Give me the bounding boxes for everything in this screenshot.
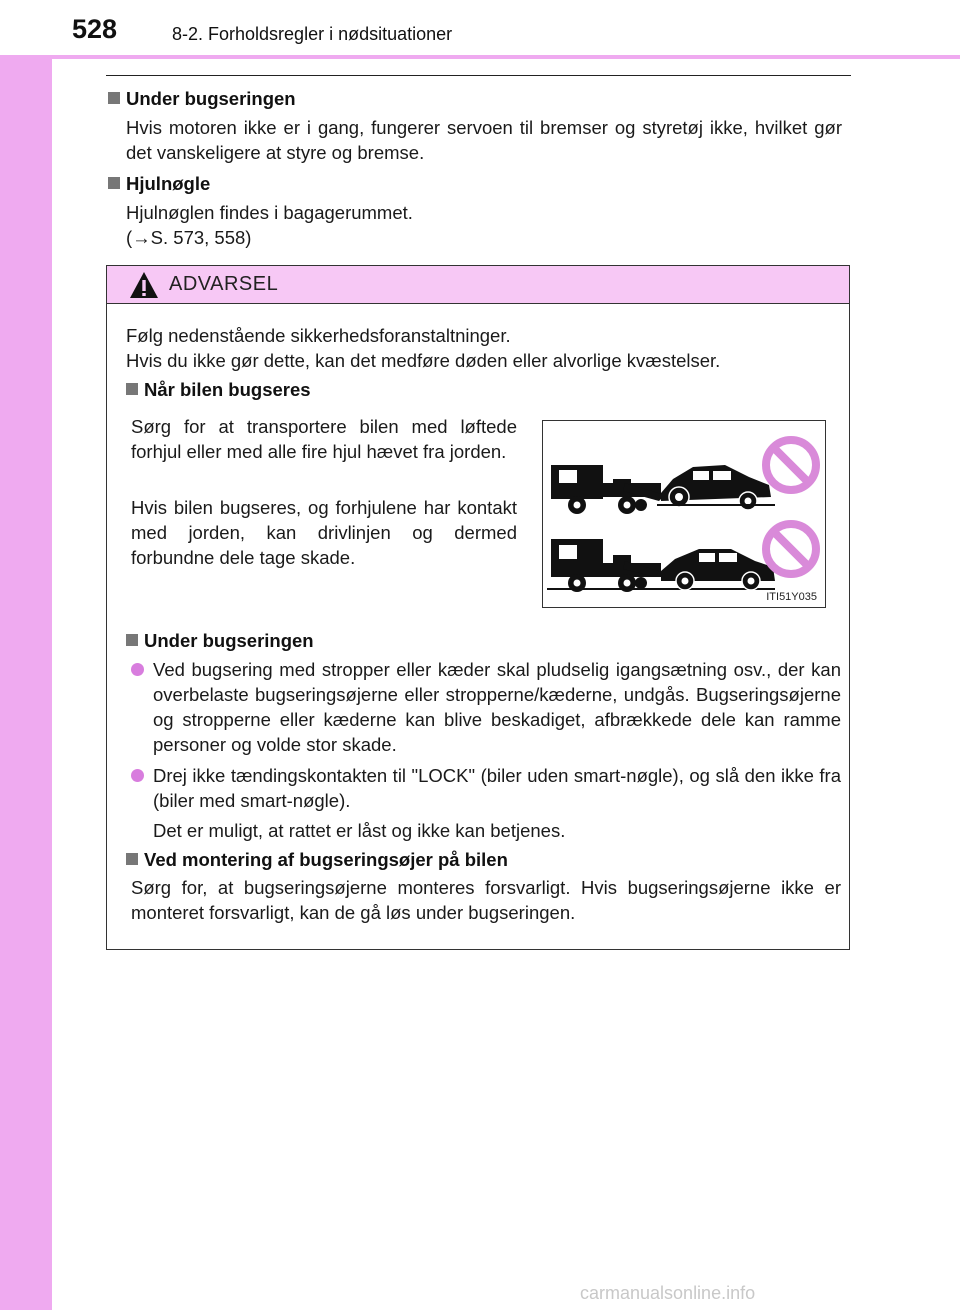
side-tab-strip bbox=[0, 0, 52, 1310]
mount-text: Sørg for, at bugseringsøjerne monteres forsvarligt. Hvis bugseringsøjerne ikke er monteret forsvarligt, kan de gå løs under bugseringen. bbox=[131, 877, 841, 923]
header-stripe bbox=[0, 55, 960, 59]
warning-heading-towed: Når bilen bugseres bbox=[126, 379, 311, 401]
warning-triangle-icon bbox=[129, 271, 159, 299]
towed-car-top bbox=[657, 465, 775, 510]
section-heading-towing: Under bugseringen bbox=[108, 88, 296, 110]
bullet-item-1: Ved bugsering med stropper eller kæder skal pludselig igangsætning osv., der kan overbelaste bugseringsøjerne eller stropperne/kæderne, undgås. Bugseringsøjerne og stropperne eller kæderne kan blive beskadiget, afbrækkede dele kan ramme personer og volde stor skade. bbox=[131, 657, 841, 757]
warning-header bbox=[107, 266, 849, 304]
wrench-text: Hjulnøglen findes i bagagerummet. bbox=[126, 202, 413, 223]
figure-code: ITI51Y035 bbox=[766, 591, 817, 603]
square-bullet-icon bbox=[108, 92, 120, 104]
wrench-ref-link[interactable]: (→S. 573, 558) bbox=[126, 227, 252, 248]
towed-text-1: Sørg for at transportere bilen med løftede forhjul eller med alle fire hjul hævet fra jorden. bbox=[131, 416, 517, 462]
square-bullet-icon bbox=[126, 634, 138, 646]
towed-text-2: Hvis bilen bugseres, og forhjulene har kontakt med jorden, kan drivlinjen og dermed forbundne dele tage skade. bbox=[131, 497, 517, 568]
warning-heading-mount: Ved montering af bugseringsøjer på bilen bbox=[126, 849, 508, 871]
square-bullet-icon bbox=[126, 383, 138, 395]
tow-truck-prohibited-image bbox=[543, 421, 825, 607]
square-bullet-icon bbox=[108, 177, 120, 189]
towing-text: Hvis motoren ikke er i gang, fungerer servoen til bremser og styretøj ikke, hvilket gør det vanskeligere at styre og bremse. bbox=[126, 117, 842, 163]
square-bullet-icon bbox=[126, 853, 138, 865]
towed-car-bottom bbox=[661, 549, 775, 590]
bullet-dot-icon bbox=[131, 769, 144, 782]
warning-intro-line1: Følg nedenstående sikkerhedsforanstaltninger. bbox=[126, 325, 511, 346]
bullet-2-note: Det er muligt, at rattet er låst og ikke kan betjenes. bbox=[153, 820, 566, 841]
warning-title: ADVARSEL bbox=[169, 273, 279, 295]
page-number: 528 bbox=[72, 14, 118, 44]
warning-heading-during: Under bugseringen bbox=[126, 630, 314, 652]
bullet-dot-icon bbox=[131, 663, 144, 676]
towing-illustration bbox=[542, 420, 826, 608]
prohibit-icon-top bbox=[766, 440, 816, 490]
warning-intro-line2: Hvis du ikke gør dette, kan det medføre døden eller alvorlige kvæstelser. bbox=[126, 350, 721, 371]
divider bbox=[106, 75, 851, 76]
watermark: carmanualsonline.info bbox=[580, 1283, 756, 1303]
page-header bbox=[0, 0, 960, 57]
section-heading-wrench: Hjulnøgle bbox=[108, 173, 210, 195]
tow-truck-top bbox=[551, 465, 665, 514]
chapter-title: 8-2. Forholdsregler i nødsituationer bbox=[172, 24, 453, 44]
prohibit-icon-bottom bbox=[766, 524, 816, 574]
bullet-item-2: Drej ikke tændingskontakten til "LOCK" (biler uden smart-nøgle), og slå den ikke fra (biler med smart-nøgle). bbox=[131, 763, 841, 813]
